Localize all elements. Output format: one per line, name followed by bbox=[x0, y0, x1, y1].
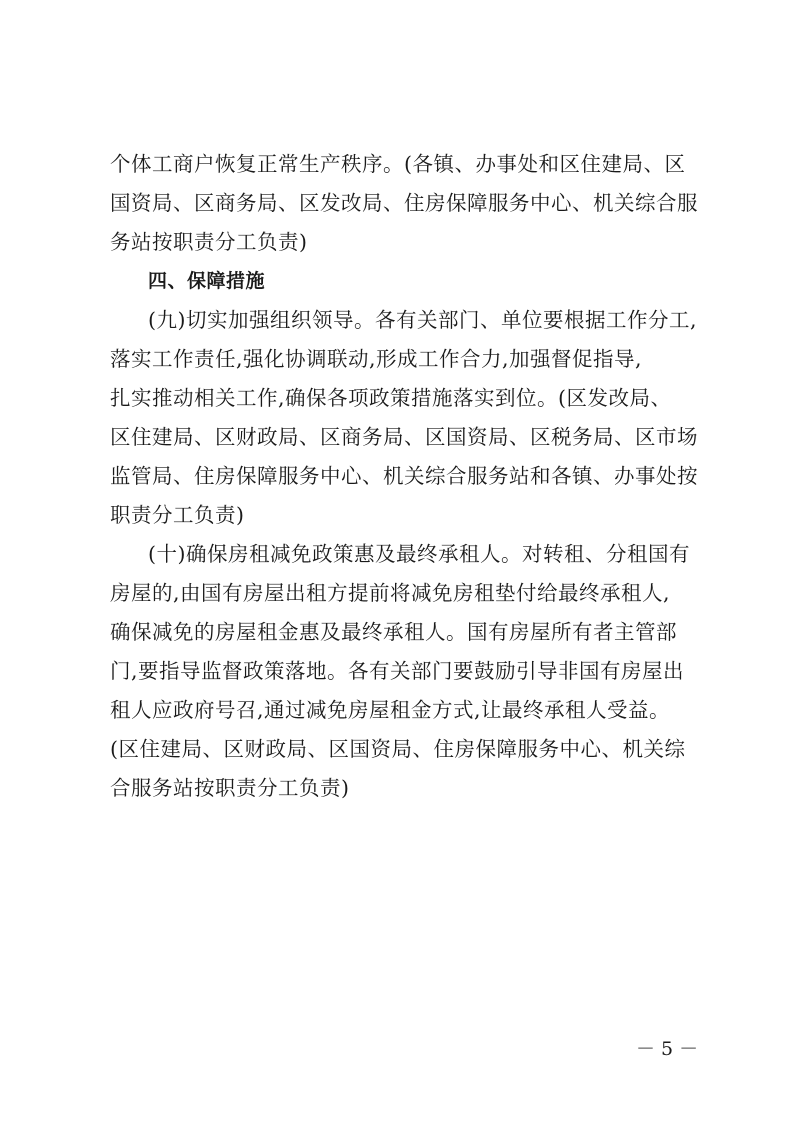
section-heading-4: 四、保障措施 bbox=[148, 270, 266, 292]
item-9-line: 区住建局、区财政局、区商务局、区国资局、区税务局、区市场 bbox=[110, 425, 698, 449]
page-number: － 5 － bbox=[636, 1038, 699, 1060]
item-10-line: 房屋的,由国有房屋出租方提前将减免房租垫付给最终承租人, bbox=[110, 581, 671, 605]
item-10-first-line: (十)确保房租减免政策惠及最终承租人。对转租、分租国有 bbox=[148, 542, 690, 566]
paragraph-continued-line: 国资局、区商务局、区发改局、住房保障服务中心、机关综合服 bbox=[110, 191, 698, 215]
item-9-line: 扎实推动相关工作,确保各项政策措施落实到位。(区发改局、 bbox=[110, 386, 672, 410]
paragraph-continued-line: 务站按职责分工负责) bbox=[110, 230, 308, 254]
item-9-line: 职责分工负责) bbox=[110, 503, 245, 527]
item-10-line: 确保减免的房屋租金惠及最终承租人。国有房屋所有者主管部 bbox=[110, 620, 677, 644]
item-10-line: 租人应政府号召,通过减免房屋租金方式,让最终承租人受益。 bbox=[110, 698, 671, 722]
item-9-line: 监管局、住房保障服务中心、机关综合服务站和各镇、办事处按 bbox=[110, 464, 698, 488]
item-10-line: 门,要指导监督政策落地。各有关部门要鼓励引导非国有房屋出 bbox=[110, 659, 685, 683]
item-9-line: 落实工作责任,强化协调联动,形成工作合力,加强督促指导, bbox=[110, 347, 643, 371]
item-10-line: (区住建局、区财政局、区国资局、住房保障服务中心、机关综 bbox=[110, 737, 686, 761]
paragraph-continued-line: 个体工商户恢复正常生产秩序。(各镇、办事处和区住建局、区 bbox=[110, 152, 686, 176]
item-10-line: 合服务站按职责分工负责) bbox=[110, 776, 350, 800]
item-9-first-line: (九)切实加强组织领导。各有关部门、单位要根据工作分工, bbox=[148, 308, 698, 332]
